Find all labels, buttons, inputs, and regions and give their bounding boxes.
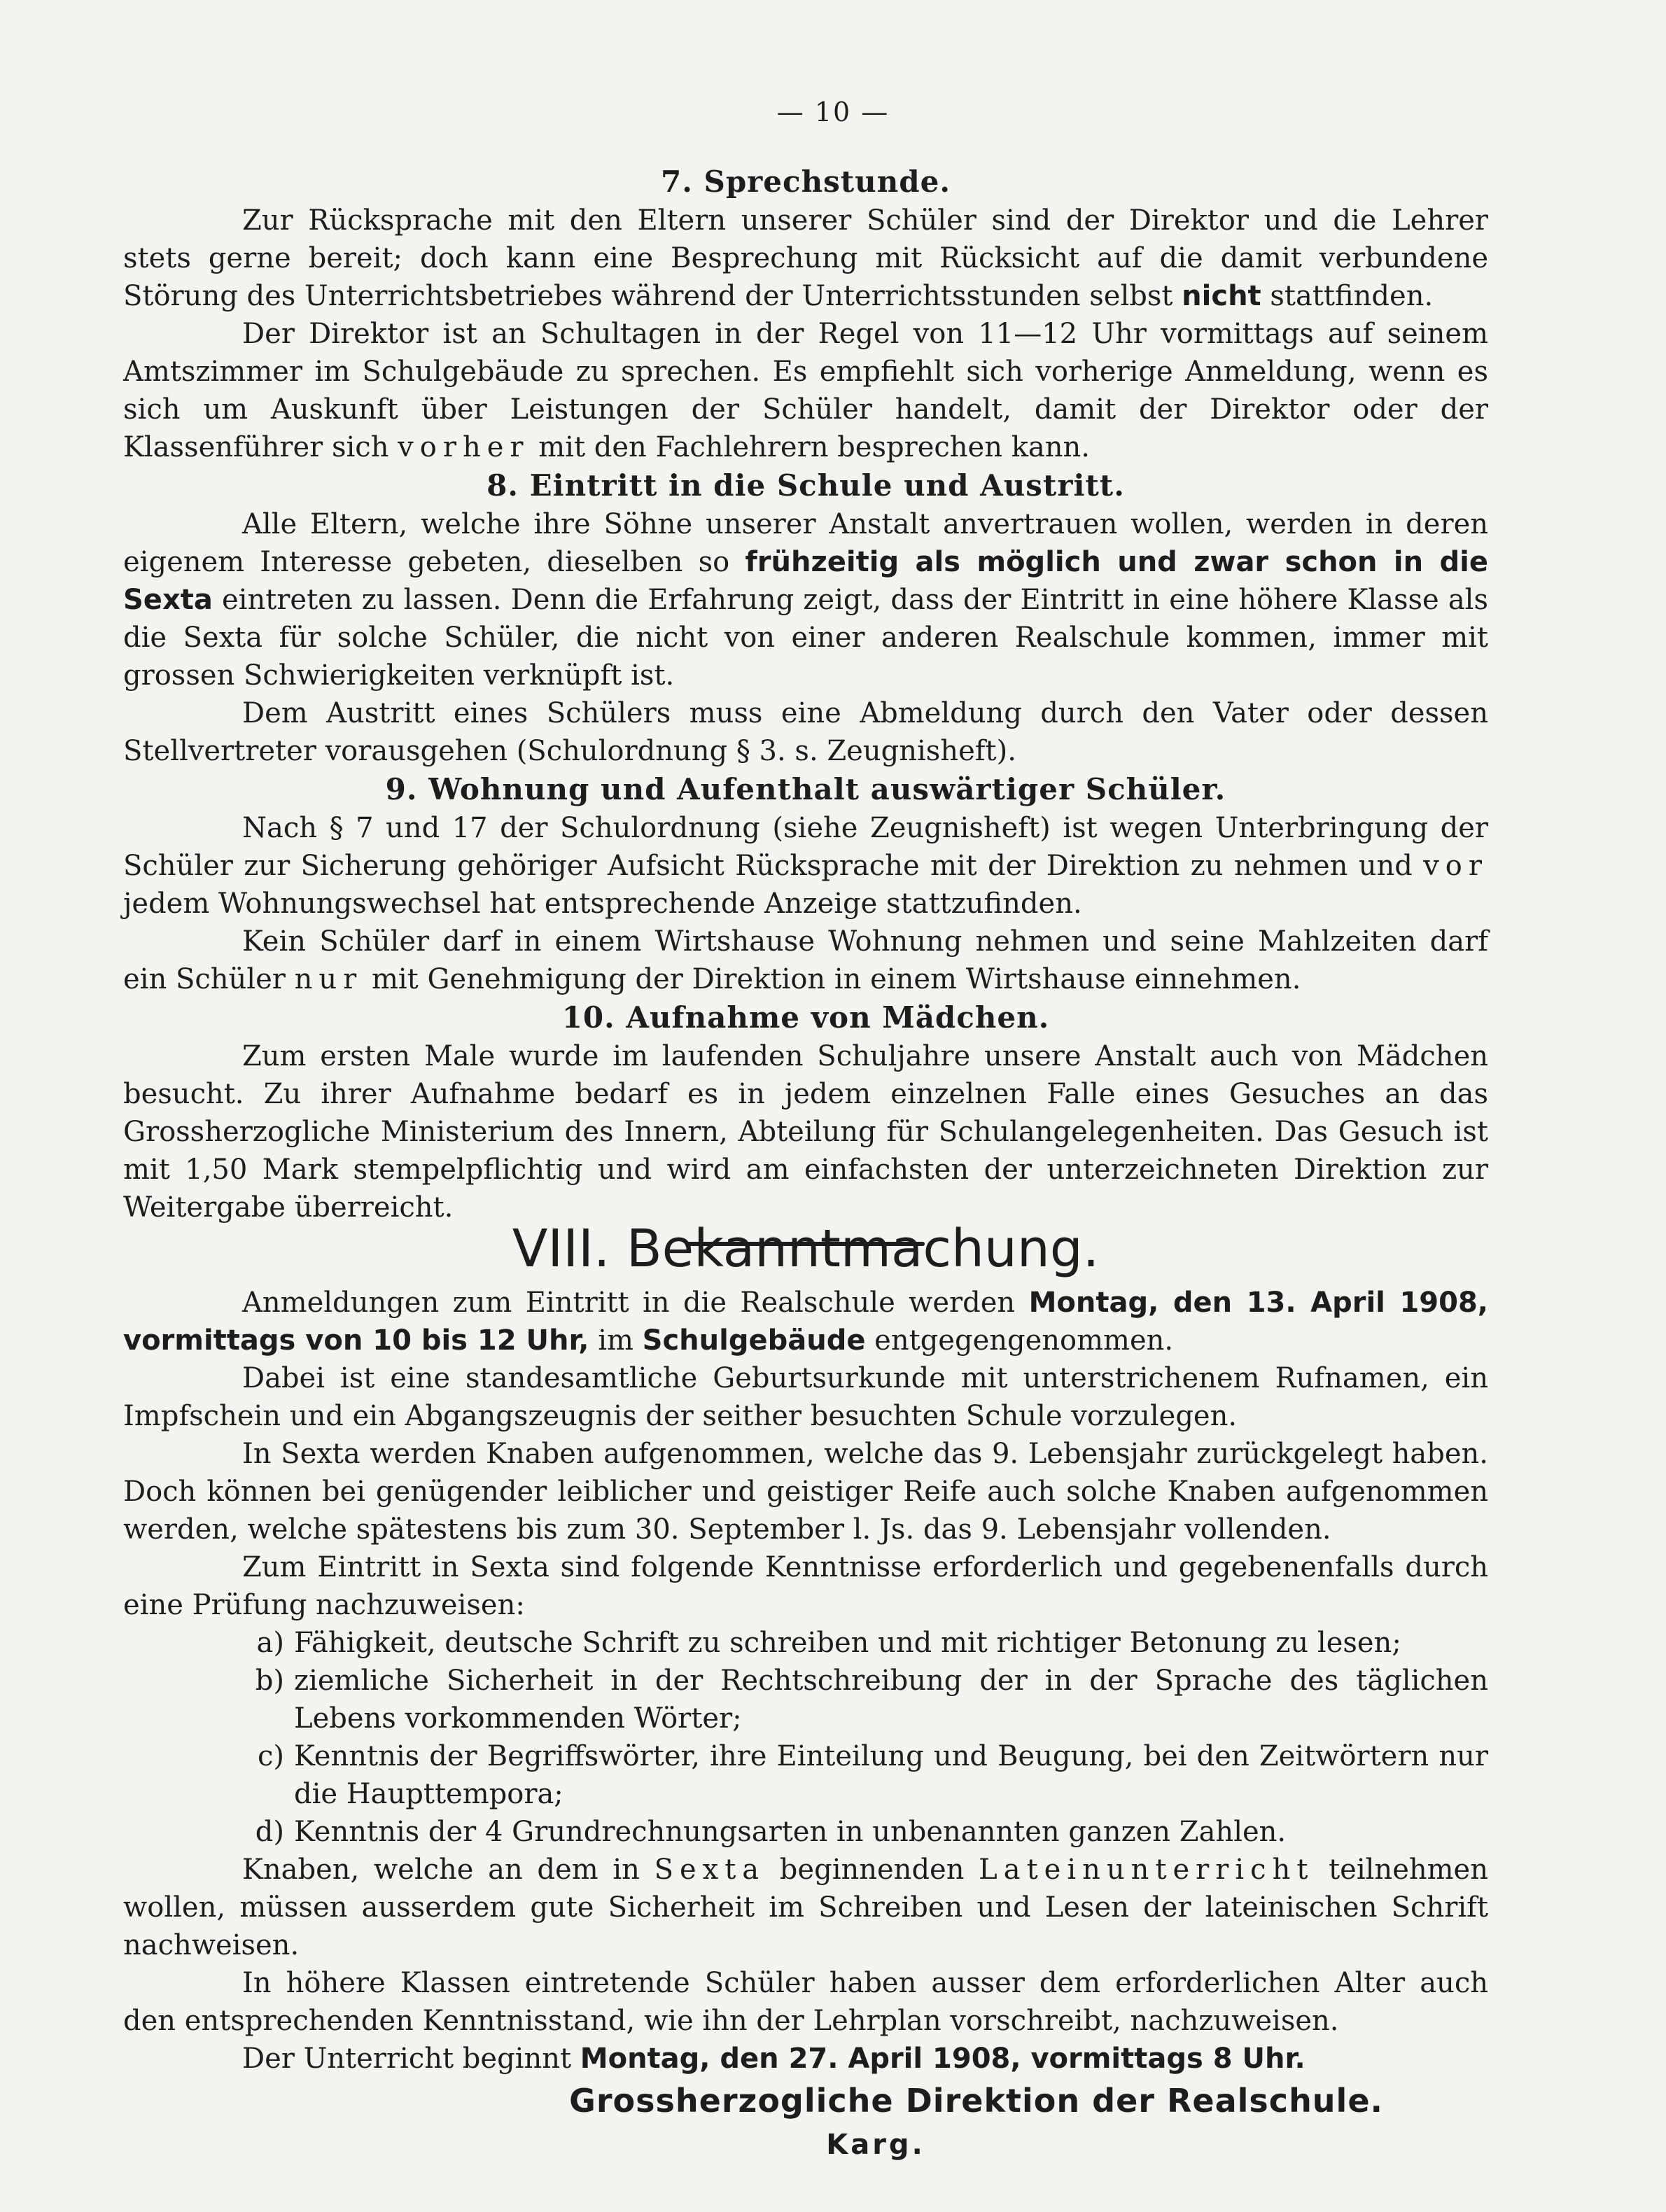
bekanntmachung-column bbox=[123, 1217, 1488, 2166]
list-item bbox=[123, 1662, 1488, 1737]
emphasis: frühzeitig als möglich und zwar schon in die Sexta bbox=[123, 546, 1488, 616]
list-label: d) bbox=[255, 1816, 284, 1848]
signature-name: Karg. bbox=[826, 2129, 925, 2161]
paragraph: Anmeldungen zum Eintritt in die Realschule werden Montag, den 13. April 1908, vormittags von 10 bis 12 Uhr, im Schulgebäude entgegengenommen. bbox=[123, 1287, 1489, 1357]
list-text: Kenntnis der 4 Grundrechnungsarten in unbenannten ganzen Zahlen. bbox=[294, 1816, 1287, 1848]
paragraph: Zum ersten Male wurde im laufenden Schuljahre unsere Anstalt auch von Mädchen besucht. Zu ihrer Aufnahme bedarf es in jedem einzelnen Falle eines Gesuches an das Grossherzogliche Ministerium des Innern, Abteilung für Schulangelegenheiten. Das Gesuch ist mit 1,50 Mark stempelpflichtig und wird am einfachsten der unterzeichneten Direktion zur Weitergabe überreicht. bbox=[123, 1040, 1488, 1224]
list-item bbox=[123, 1813, 1488, 1851]
paragraph: Zum Eintritt in Sexta sind folgende Kenntnisse erforderlich und gegebenenfalls durch eine Prüfung nachzuweisen: bbox=[123, 1551, 1488, 1621]
emphasis: nicht bbox=[1182, 280, 1261, 312]
paragraph: Dem Austritt eines Schülers muss eine Abmeldung durch den Vater oder dessen Stellvertreter vorausgehen (Schulordnung § 3. s. Zeugnisheft). bbox=[123, 697, 1488, 767]
list-text: ziemliche Sicherheit in der Rechtschreibung der in der Sprache des täglichen Lebens vorkommenden Wörter; bbox=[294, 1665, 1488, 1735]
paragraph: Der Unterricht beginnt Montag, den 27. April 1908, vormittags 8 Uhr. bbox=[242, 2043, 1306, 2075]
list-item bbox=[123, 1624, 1488, 1662]
paragraph: In höhere Klassen eintretende Schüler haben ausser dem erforderlichen Alter auch den entsprechenden Kenntnisstand, wie ihn der Lehrplan vorschreibt, nachzuweisen. bbox=[123, 1967, 1488, 2037]
requirements-list bbox=[123, 1624, 1488, 1851]
list-label: c) bbox=[257, 1740, 284, 1772]
emphasis: Montag, den 13. April 1908, vormittags von 10 bis 12 Uhr, bbox=[123, 1287, 1489, 1357]
spaced-emphasis: Lateinunterricht bbox=[979, 1854, 1315, 1886]
paragraph: Dabei ist eine standesamtliche Geburtsurkunde mit unterstrichenem Rufnamen, ein Impfschein und ein Abgangszeugnis der seither besuchten Schule vorzulegen. bbox=[123, 1362, 1488, 1432]
spaced-emphasis: vorher bbox=[398, 431, 530, 463]
heading-maedchen: 10. Aufnahme von Mädchen. bbox=[561, 1000, 1050, 1035]
heading-bekanntmachung: VIII. Bekanntmachung. bbox=[512, 1219, 1100, 1279]
emphasis: Montag, den 27. April 1908, vormittags 8 Uhr. bbox=[580, 2043, 1306, 2075]
paragraph: Kein Schüler darf in einem Wirtshause Wohnung nehmen und seine Mahlzeiten darf ein Schüler nur mit Genehmigung der Direktion in einem Wirtshause einnehmen. bbox=[123, 925, 1488, 995]
top-column bbox=[123, 162, 1488, 1259]
list-label: a) bbox=[256, 1627, 284, 1659]
list-label: b) bbox=[255, 1665, 284, 1697]
paragraph: Der Direktor ist an Schultagen in der Regel von 11—12 Uhr vormittags auf seinem Amtszimmer im Schulgebäude zu sprechen. Es empfiehlt sich vorherige Anmeldung, wenn es sich um Auskunft über Leistungen der Schüler handelt, damit der Direktor oder der Klassenführer sich vorher mit den Fachlehrern besprechen kann. bbox=[123, 318, 1488, 463]
heading-wohnung: 9. Wohnung und Aufenthalt auswärtiger Schüler. bbox=[385, 772, 1226, 806]
paragraph: Zur Rücksprache mit den Eltern unserer Schüler sind der Direktor und die Lehrer stets gerne bereit; doch kann eine Besprechung mit Rücksicht auf die damit verbundene Störung des Unterrichtsbetriebes während der Unterrichtsstunden selbst nicht stattfinden. bbox=[123, 204, 1488, 312]
emphasis: Schulgebäude bbox=[642, 1324, 866, 1357]
heading-sprechstunde: 7. Sprechstunde. bbox=[661, 164, 951, 199]
paragraph: Knaben, welche an dem in Sexta beginnenden Lateinunterricht teilnehmen wollen, müssen ausserdem gute Sicherheit im Schreiben und Lesen der lateinischen Schrift nachweisen. bbox=[123, 1854, 1488, 1961]
page-number: — 10 — bbox=[776, 97, 890, 127]
spaced-emphasis: Sexta bbox=[654, 1854, 766, 1886]
list-text: Kenntnis der Begriffswörter, ihre Einteilung und Beugung, bei den Zeitwörtern nur die Haupttempora; bbox=[294, 1740, 1488, 1810]
list-item bbox=[123, 1737, 1488, 1813]
paragraph: Alle Eltern, welche ihre Söhne unserer Anstalt anvertrauen wollen, werden in deren eigenem Interesse gebeten, dieselben so frühzeitig als möglich und zwar schon in die Sexta eintreten zu lassen. Denn die Erfahrung zeigt, dass der Eintritt in eine höhere Klasse als die Sexta für solche Schüler, die nicht von einer anderen Realschule kommen, immer mit grossen Schwierigkeiten verknüpft ist. bbox=[123, 508, 1488, 692]
paragraph: In Sexta werden Knaben aufgenommen, welche das 9. Lebensjahr zurückgelegt haben. Doch können bei genügender leiblicher und geistiger Reife auch solche Knaben aufgenommen werden, welche spätestens bis zum 30. September l. Js. das 9. Lebensjahr vollenden. bbox=[123, 1438, 1488, 1546]
spaced-emphasis: vor bbox=[1423, 850, 1488, 882]
spaced-emphasis: nur bbox=[294, 963, 363, 995]
signature-institution: Grossherzogliche Direktion der Realschule. bbox=[569, 2082, 1383, 2120]
list-text: Fähigkeit, deutsche Schrift zu schreiben und mit richtiger Betonung zu lesen; bbox=[294, 1627, 1401, 1659]
heading-eintritt: 8. Eintritt in die Schule und Austritt. bbox=[486, 468, 1125, 503]
paragraph: Nach § 7 und 17 der Schulordnung (siehe Zeugnisheft) ist wegen Unterbringung der Schüler zur Sicherung gehöriger Aufsicht Rücksprache mit der Direktion zu nehmen und vor jedem Wohnungswechsel hat entsprechende Anzeige stattzufinden. bbox=[123, 812, 1488, 920]
